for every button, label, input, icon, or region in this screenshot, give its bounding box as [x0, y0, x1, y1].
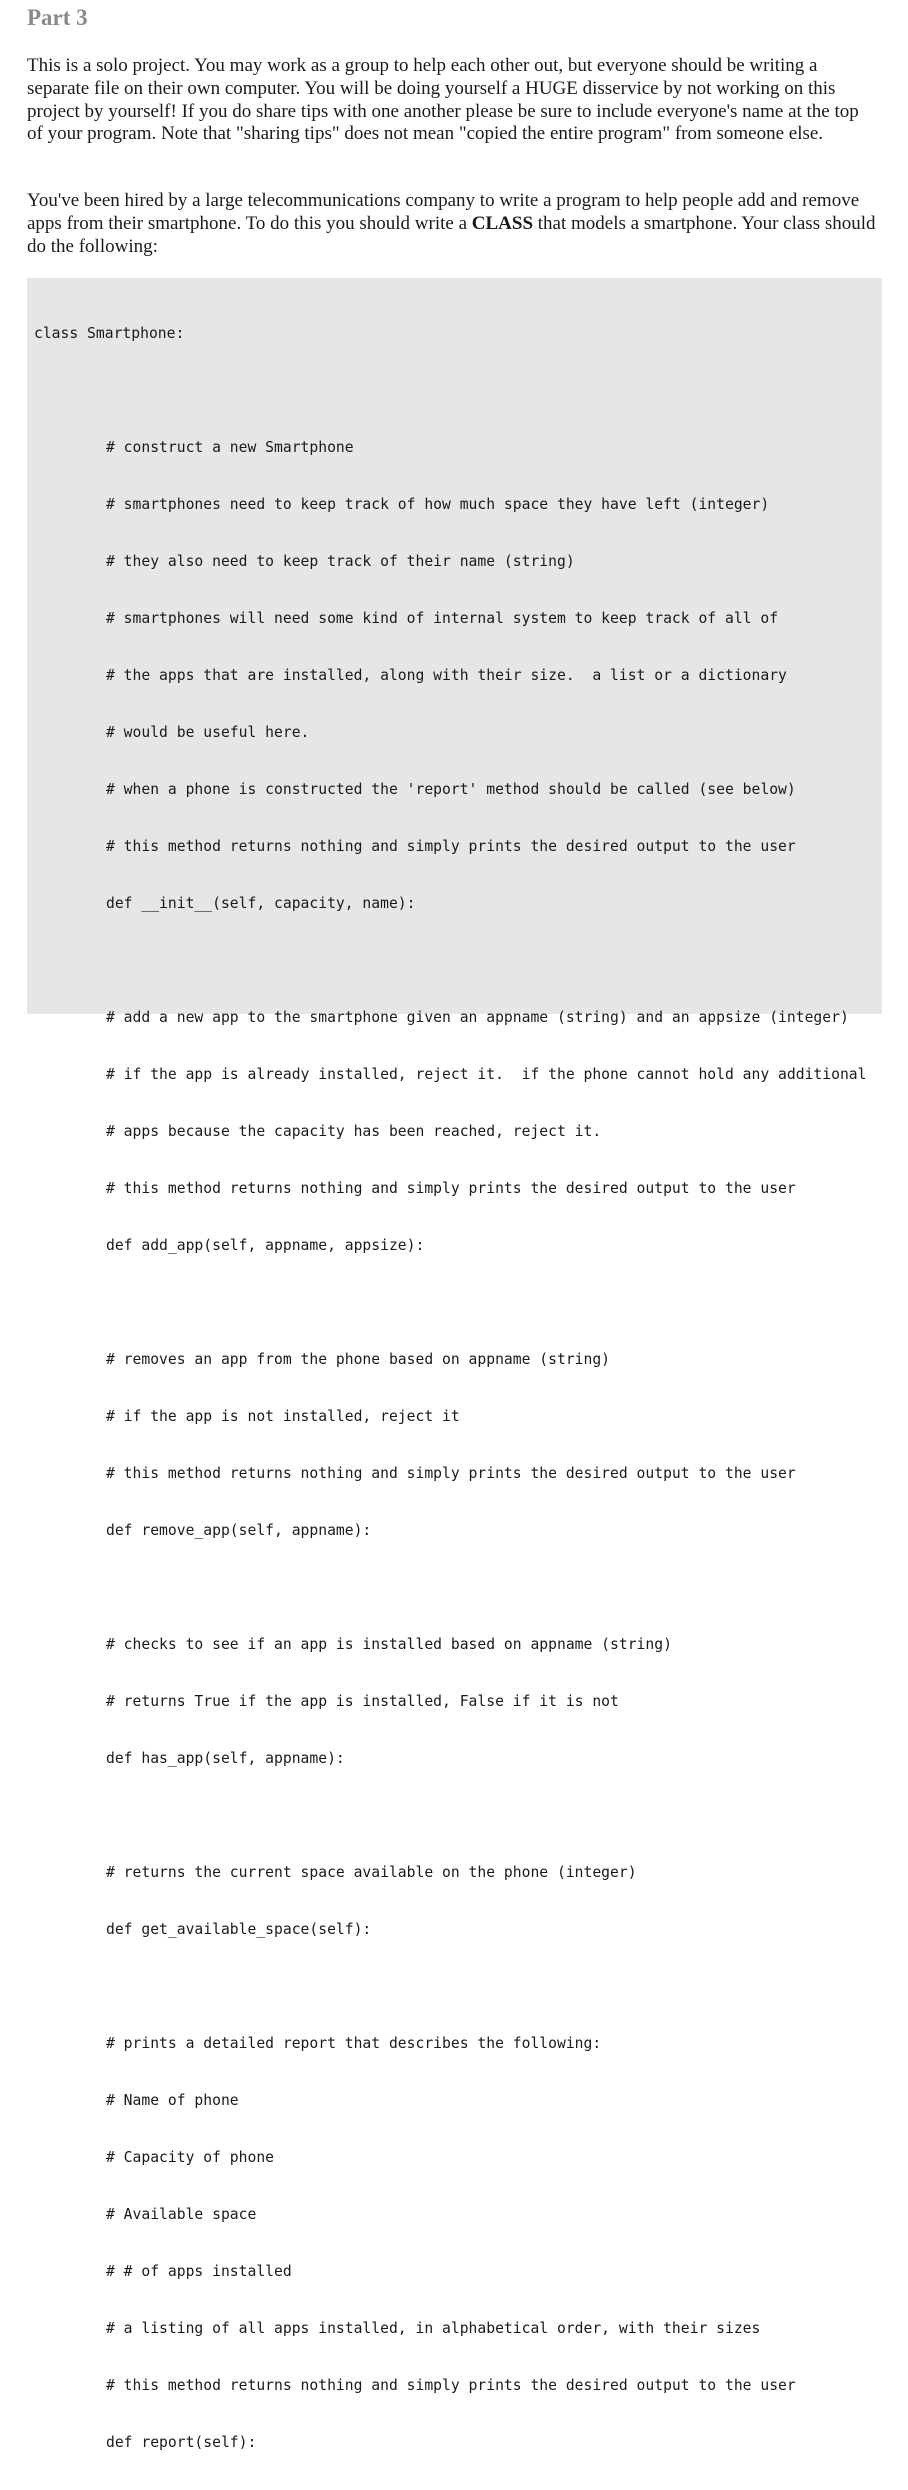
code-line: def add_app(self, appname, appsize):	[106, 1237, 425, 1254]
code-line: def get_available_space(self):	[106, 1921, 372, 1938]
code-block	[27, 278, 882, 2451]
code-class-line: class Smartphone:	[34, 325, 185, 342]
task-text-before: You've been hired by a large telecommunications company to write a program to help people add and remove apps from their smartphone. To do this you should write a	[27, 190, 860, 234]
code-line	[34, 951, 882, 970]
code-line: def report(self):	[106, 2434, 257, 2451]
task-text-bold: CLASS	[471, 212, 534, 234]
task-paragraph	[27, 190, 879, 258]
code-line: # Available space	[106, 2206, 257, 2223]
code-line: # would be useful here.	[106, 724, 310, 741]
code-line: # returns True if the app is installed, False if it is not	[106, 1693, 619, 1710]
code-line: # a listing of all apps installed, in alphabetical order, with their sizes	[106, 2320, 761, 2337]
code-line: # this method returns nothing and simply prints the desired output to the user	[106, 1180, 796, 1197]
code-line	[34, 1806, 882, 1825]
code-line: # smartphones will need some kind of internal system to keep track of all of	[106, 610, 779, 627]
code-line: # Capacity of phone	[106, 2149, 275, 2166]
code-line: # when a phone is constructed the 'report' method should be called (see below)	[106, 781, 796, 798]
code-line: # the apps that are installed, along with their size. a list or a dictionary	[106, 667, 787, 684]
code-line: # checks to see if an app is installed based on appname (string)	[106, 1636, 672, 1653]
code-line: # apps because the capacity has been reached, reject it.	[106, 1123, 602, 1140]
code-line: # construct a new Smartphone	[106, 439, 354, 456]
task-text-after: that models a smartphone. Your class should do the following:	[27, 212, 876, 257]
section-heading: Part 3	[27, 5, 88, 30]
code-line: # add a new app to the smartphone given an appname (string) and an appsize (integer)	[106, 1009, 849, 1026]
code-line: # this method returns nothing and simply prints the desired output to the user	[106, 1465, 796, 1482]
code-line: # # of apps installed	[106, 2263, 292, 2280]
code-line: # returns the current space available on the phone (integer)	[106, 1864, 637, 1881]
code-line	[34, 1578, 882, 1597]
code-line: # smartphones need to keep track of how much space they have left (integer)	[106, 496, 770, 513]
code-line: # they also need to keep track of their name (string)	[106, 553, 575, 570]
code-line: def has_app(self, appname):	[106, 1750, 345, 1767]
intro-paragraph: This is a solo project. You may work as a group to help each other out, but everyone should be writing a separate file on their own computer. You will be doing yourself a HUGE disservice by not working on this project by yourself! If you do share tips with one another please be sure to include everyone's name at the top of your program. Note that "sharing tips" does not mean "copied the entire program" from someone else.	[27, 55, 859, 145]
code-line	[34, 1293, 882, 1312]
code-line: # this method returns nothing and simply prints the desired output to the user	[106, 2377, 796, 2394]
code-line: # Name of phone	[106, 2092, 239, 2109]
code-line: # this method returns nothing and simply prints the desired output to the user	[106, 838, 796, 855]
code-line: # prints a detailed report that describes the following:	[106, 2035, 602, 2052]
code-line: # if the app is not installed, reject it	[106, 1408, 460, 1425]
code-line	[34, 381, 882, 400]
code-line: # removes an app from the phone based on appname (string)	[106, 1351, 611, 1368]
code-line	[34, 1977, 882, 1996]
code-line: # if the app is already installed, reject it. if the phone cannot hold any additional	[106, 1066, 867, 1083]
code-line: def remove_app(self, appname):	[106, 1522, 372, 1539]
code-line: def __init__(self, capacity, name):	[106, 895, 416, 912]
